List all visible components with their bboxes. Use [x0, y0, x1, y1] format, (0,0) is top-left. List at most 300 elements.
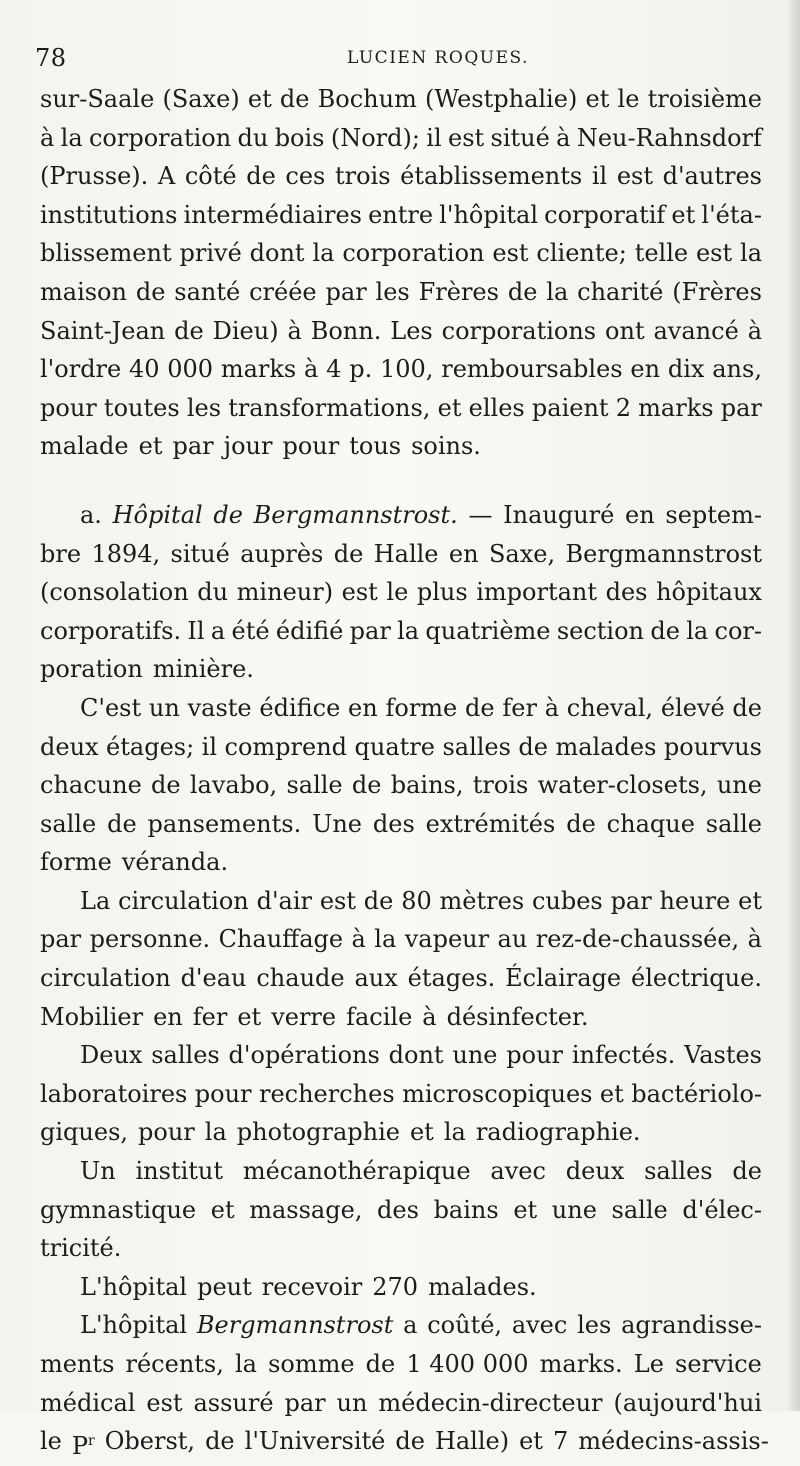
- word: avancé: [653, 316, 739, 345]
- text-line: [40, 805, 762, 844]
- paragraph-gap: [40, 466, 762, 496]
- word: par: [720, 393, 762, 422]
- word: tricité.: [40, 1234, 122, 1263]
- word: la: [686, 616, 709, 645]
- paragraph: [40, 1036, 762, 1152]
- word: quatrième: [425, 616, 551, 645]
- word: de: [246, 162, 276, 191]
- word: cor-: [714, 616, 762, 645]
- word: élevé: [660, 693, 725, 722]
- word: dont: [249, 239, 305, 268]
- word: en: [448, 539, 479, 568]
- word: trois: [472, 771, 529, 800]
- word: chaude: [256, 964, 345, 993]
- word: entre: [368, 200, 434, 229]
- word: le: [386, 578, 409, 607]
- word: est: [146, 1388, 183, 1417]
- paragraph: [40, 1306, 769, 1461]
- word: en: [625, 500, 655, 529]
- word: récents,: [125, 1350, 224, 1378]
- text-line: [40, 920, 762, 959]
- text-line: [40, 350, 762, 389]
- word: de: [351, 771, 382, 800]
- paragraph: [40, 882, 762, 1036]
- word: tous: [349, 432, 402, 461]
- text-line: [40, 119, 762, 158]
- word: par: [325, 277, 367, 306]
- word: un: [148, 693, 180, 722]
- word: et: [409, 1118, 434, 1147]
- word: est: [319, 886, 356, 915]
- word: A: [157, 162, 176, 191]
- word: salle: [40, 809, 97, 838]
- word: peut: [197, 1272, 252, 1301]
- word: avec: [490, 1157, 546, 1186]
- word: mécanothérapique: [242, 1157, 471, 1186]
- word: infectés.: [571, 1041, 676, 1070]
- text-line: [40, 1113, 762, 1152]
- word: ces: [285, 162, 326, 191]
- word: L'hôpital: [80, 1311, 188, 1340]
- word: désinfecter.: [446, 1002, 589, 1031]
- word: deux: [40, 732, 99, 761]
- word: est: [448, 123, 485, 152]
- word: a.: [80, 500, 102, 529]
- word: bains,: [390, 771, 464, 800]
- word: hôpitaux: [656, 578, 762, 607]
- word: bains: [433, 1195, 499, 1224]
- word: une: [452, 1041, 498, 1070]
- word: 80: [401, 886, 432, 915]
- word: forme: [40, 848, 112, 877]
- text-line: [40, 157, 762, 196]
- word: —: [468, 500, 493, 529]
- word: Bochum: [317, 85, 417, 113]
- text-line: [40, 389, 762, 428]
- word: pour: [194, 1079, 252, 1108]
- paragraph: [40, 689, 762, 882]
- word: maison: [40, 277, 127, 306]
- word: est: [695, 239, 733, 268]
- word: La: [80, 886, 111, 915]
- word: marks.: [539, 1350, 623, 1378]
- word: fer: [502, 693, 537, 722]
- word: malades.: [428, 1272, 537, 1301]
- word: le: [617, 85, 640, 113]
- word: (Nord);: [330, 123, 420, 152]
- word: il: [201, 732, 218, 761]
- word: water-closets,: [537, 771, 708, 800]
- word: bre: [40, 539, 82, 568]
- word: Oberst,: [104, 1427, 196, 1456]
- word: à: [747, 316, 762, 345]
- word: des: [377, 1195, 419, 1224]
- word: l'Université: [244, 1427, 386, 1456]
- word: bactériolo-: [631, 1079, 762, 1108]
- word: aux: [354, 964, 398, 993]
- word: salle: [611, 1195, 668, 1224]
- word: de: [333, 539, 364, 568]
- word: privé: [179, 239, 242, 268]
- word: Vastes: [684, 1041, 762, 1070]
- paragraph: [40, 496, 762, 689]
- word: véranda.: [121, 848, 229, 877]
- word: section: [556, 616, 645, 645]
- word: à: [287, 316, 302, 345]
- word: de: [365, 1350, 396, 1378]
- word: par: [284, 1388, 326, 1417]
- word: photographie: [236, 1118, 400, 1147]
- word: de: [566, 809, 596, 838]
- text-line: [40, 650, 762, 689]
- word: est: [616, 162, 653, 191]
- word: les: [375, 277, 410, 306]
- word: des: [605, 578, 648, 607]
- word: C'est: [80, 693, 142, 722]
- word: la: [546, 277, 569, 306]
- word: elles: [468, 393, 525, 422]
- word: mineur): [236, 578, 334, 607]
- page-header: [35, 40, 760, 80]
- word: la: [397, 616, 420, 645]
- word: de: [135, 277, 166, 306]
- word: Une: [312, 809, 362, 838]
- word: facile: [346, 1002, 413, 1031]
- text-line: [40, 998, 762, 1037]
- word: somme: [268, 1350, 355, 1378]
- word: la: [60, 123, 83, 152]
- text-line: [40, 1306, 762, 1345]
- word: septem-: [665, 500, 762, 529]
- word: microscopiques: [402, 1079, 593, 1108]
- word: mètres: [439, 886, 525, 915]
- word: corporatif: [544, 200, 666, 229]
- word: par: [610, 886, 652, 915]
- word: d'air: [256, 886, 312, 915]
- word: de: [732, 1157, 762, 1186]
- word: (Saxe): [162, 85, 240, 113]
- word: jour: [223, 432, 273, 461]
- word: comprend: [224, 732, 348, 761]
- word: plus: [416, 578, 468, 607]
- word: Bonn.: [310, 316, 382, 345]
- word: Le: [633, 1350, 664, 1378]
- word: soins.: [411, 432, 481, 461]
- word: paient: [531, 393, 609, 422]
- word: massage,: [249, 1195, 363, 1224]
- word: Les: [390, 316, 433, 345]
- word: telle: [634, 239, 689, 268]
- word: salle: [705, 809, 762, 838]
- word: recevoir: [261, 1272, 363, 1301]
- word: rez-de-chaussée,: [535, 925, 740, 954]
- word: pour: [282, 432, 340, 461]
- text-line: [40, 766, 762, 805]
- body-text: [40, 80, 769, 1461]
- word: forme: [385, 693, 458, 722]
- word: côté: [184, 162, 237, 191]
- word: fer: [192, 1002, 228, 1031]
- word: chaque: [606, 809, 695, 838]
- word: a: [403, 1311, 418, 1340]
- word: marks: [638, 393, 714, 422]
- word: à: [747, 925, 762, 954]
- word: à: [304, 355, 319, 384]
- word: et: [599, 1079, 624, 1108]
- word: Inauguré: [503, 500, 615, 529]
- running-head: LUCIEN ROQUES.: [347, 48, 529, 68]
- word: cheval,: [566, 693, 654, 722]
- page-number: 78: [35, 44, 67, 72]
- word: malade: [40, 432, 129, 461]
- word: giques,: [40, 1118, 129, 1147]
- word: étages;: [106, 732, 195, 761]
- word: de: [213, 500, 243, 529]
- word: corporation: [88, 123, 232, 152]
- word: transformations,: [228, 393, 431, 422]
- word: Bergmannstrost: [565, 539, 762, 568]
- text-line: [40, 234, 762, 273]
- word: intermédiaires: [183, 200, 362, 229]
- word: d'autres: [662, 162, 762, 191]
- word: et: [519, 1427, 543, 1456]
- word: de: [465, 693, 495, 722]
- word: agrandisse-: [621, 1311, 762, 1340]
- word: Éclairage: [505, 964, 622, 993]
- word: gymnastique: [40, 1195, 197, 1224]
- word: bois: [274, 123, 325, 152]
- word: vapeur: [404, 925, 490, 954]
- word: médecins-assis-: [578, 1427, 769, 1456]
- text-line: [40, 728, 762, 767]
- word: avec: [511, 1311, 568, 1340]
- word: la: [234, 1350, 257, 1378]
- text-line: [40, 1075, 762, 1114]
- word: ments: [40, 1350, 115, 1378]
- text-line: [40, 1191, 762, 1230]
- word: recherches: [258, 1079, 395, 1108]
- text-line: [40, 1345, 762, 1384]
- word: situé: [490, 123, 550, 152]
- word: sur-Saale: [40, 85, 155, 113]
- word: circulation: [40, 964, 171, 993]
- word: salle: [286, 771, 343, 800]
- word: en: [348, 693, 378, 722]
- paragraph: [40, 1268, 762, 1307]
- word: il: [591, 162, 608, 191]
- word: $P^r$: [71, 1432, 95, 1461]
- word: situé: [170, 539, 230, 568]
- word: troisième: [647, 85, 762, 113]
- paragraph: [40, 80, 762, 466]
- word: pour: [506, 1041, 564, 1070]
- word: édifice: [259, 693, 341, 722]
- word: d'eau: [180, 964, 247, 993]
- word: 4: [326, 355, 342, 384]
- word: assuré: [193, 1388, 274, 1417]
- word: pour: [40, 393, 97, 422]
- word: Saxe,: [488, 539, 556, 568]
- word: verre: [271, 1002, 337, 1031]
- word: dont: [388, 1041, 444, 1070]
- text-line: [40, 689, 762, 728]
- text-line: [40, 1229, 762, 1268]
- word: (aujourd'hui: [613, 1388, 762, 1417]
- word: vaste: [187, 693, 252, 722]
- word: service: [675, 1350, 762, 1378]
- word: et: [738, 886, 762, 915]
- word: Halle): [434, 1427, 510, 1456]
- word: à: [544, 693, 559, 722]
- word: extrémités: [425, 809, 556, 838]
- word: important: [476, 578, 598, 607]
- word: cliente;: [536, 239, 627, 268]
- word: salles: [151, 1041, 220, 1070]
- word: l'ordre: [40, 355, 122, 384]
- word: santé: [174, 277, 241, 306]
- word: 7: [552, 1427, 569, 1456]
- word: et: [237, 1002, 262, 1031]
- word: du: [237, 123, 269, 152]
- word: 100,: [380, 355, 434, 384]
- word: 2: [615, 393, 631, 422]
- word: chacune: [40, 771, 142, 800]
- word: édifié: [275, 616, 344, 645]
- word: au: [497, 925, 528, 954]
- word: radiographie.: [475, 1118, 641, 1147]
- word: de: [518, 732, 548, 761]
- text-line: [40, 843, 762, 882]
- word: ans,: [712, 355, 762, 384]
- word: de: [107, 809, 137, 838]
- word: de: [507, 277, 538, 306]
- word: de: [395, 1427, 425, 1456]
- word: 270: [372, 1272, 419, 1301]
- page-edge-shadow: [786, 0, 800, 1411]
- word: marks: [220, 355, 297, 384]
- text-line: [40, 80, 762, 119]
- word: une: [716, 771, 762, 800]
- word: corporatifs.: [40, 616, 182, 645]
- text-line: [40, 1152, 762, 1191]
- word: et: [585, 85, 610, 113]
- text-line: [40, 1422, 769, 1461]
- word: Halle: [373, 539, 439, 568]
- word: de: [205, 1427, 235, 1456]
- word: charité: [577, 277, 664, 306]
- word: Dieu): [212, 316, 279, 345]
- word: les: [577, 1311, 612, 1340]
- word: les: [186, 393, 222, 422]
- word: blissement: [40, 239, 172, 268]
- word: corporations: [441, 316, 597, 345]
- word: d'opérations: [228, 1041, 380, 1070]
- word: institut: [135, 1157, 224, 1186]
- word: Deux: [80, 1041, 143, 1070]
- word: été: [231, 616, 270, 645]
- word: salles: [442, 732, 511, 761]
- word: pour: [138, 1118, 195, 1147]
- word: en: [153, 1002, 183, 1031]
- word: de: [732, 693, 762, 722]
- text-line: [40, 273, 762, 312]
- text-line: [40, 882, 762, 921]
- word: et: [138, 432, 163, 461]
- word: de: [650, 616, 680, 645]
- text-line: [40, 535, 762, 574]
- text-line: [40, 1036, 762, 1075]
- word: un: [336, 1388, 368, 1417]
- word: poration: [40, 655, 143, 684]
- word: Un: [80, 1157, 116, 1186]
- word: laboratoires: [40, 1079, 188, 1108]
- text-line: [40, 312, 762, 351]
- word: l'éta-: [701, 200, 762, 229]
- word: médecin-directeur: [378, 1388, 603, 1417]
- word: (consolation: [40, 578, 189, 607]
- text-line: [40, 196, 762, 235]
- text-line: [40, 573, 762, 612]
- word: malades: [555, 732, 657, 761]
- word: Bergmannstrost: [196, 1311, 394, 1340]
- word: a: [210, 616, 226, 645]
- word: 40 000: [129, 355, 214, 384]
- word: et: [247, 85, 272, 113]
- word: (Frères: [672, 277, 762, 306]
- word: par: [40, 925, 82, 954]
- word: cubes: [531, 886, 603, 915]
- word: à: [556, 123, 571, 152]
- word: de: [151, 771, 181, 800]
- word: du: [197, 578, 229, 607]
- word: coûté,: [427, 1311, 503, 1340]
- word: par: [349, 616, 391, 645]
- word: la: [312, 239, 335, 268]
- word: Hôpital: [112, 500, 203, 529]
- word: à: [351, 925, 366, 954]
- word: Neu-Rahnsdorf: [576, 123, 762, 152]
- word: deux: [565, 1157, 625, 1186]
- word: par: [172, 432, 214, 461]
- word: Chauffage: [218, 925, 344, 954]
- word: des: [372, 809, 415, 838]
- word: pansements.: [147, 809, 302, 838]
- word: et: [671, 200, 696, 229]
- word: toutes: [103, 393, 180, 422]
- word: de: [174, 316, 204, 345]
- word: d'élec-: [682, 1195, 762, 1224]
- word: est: [492, 239, 529, 268]
- word: salles: [644, 1157, 713, 1186]
- word: à: [422, 1002, 437, 1031]
- word: dix: [667, 355, 705, 384]
- word: trois: [334, 162, 391, 191]
- word: et: [513, 1195, 538, 1224]
- word: il: [426, 123, 442, 152]
- word: établissements: [400, 162, 583, 191]
- word: 1 400 000: [406, 1350, 529, 1378]
- word: créée: [249, 277, 317, 306]
- word: une: [551, 1195, 597, 1224]
- word: la: [204, 1118, 227, 1147]
- word: Saint-Jean: [40, 316, 166, 345]
- word: circulation: [118, 886, 249, 915]
- text-line: [40, 1268, 762, 1307]
- word: quatre: [354, 732, 435, 761]
- word: électrique.: [630, 964, 762, 993]
- word: Bergmannstrost.: [253, 500, 458, 529]
- text-line: [40, 427, 762, 466]
